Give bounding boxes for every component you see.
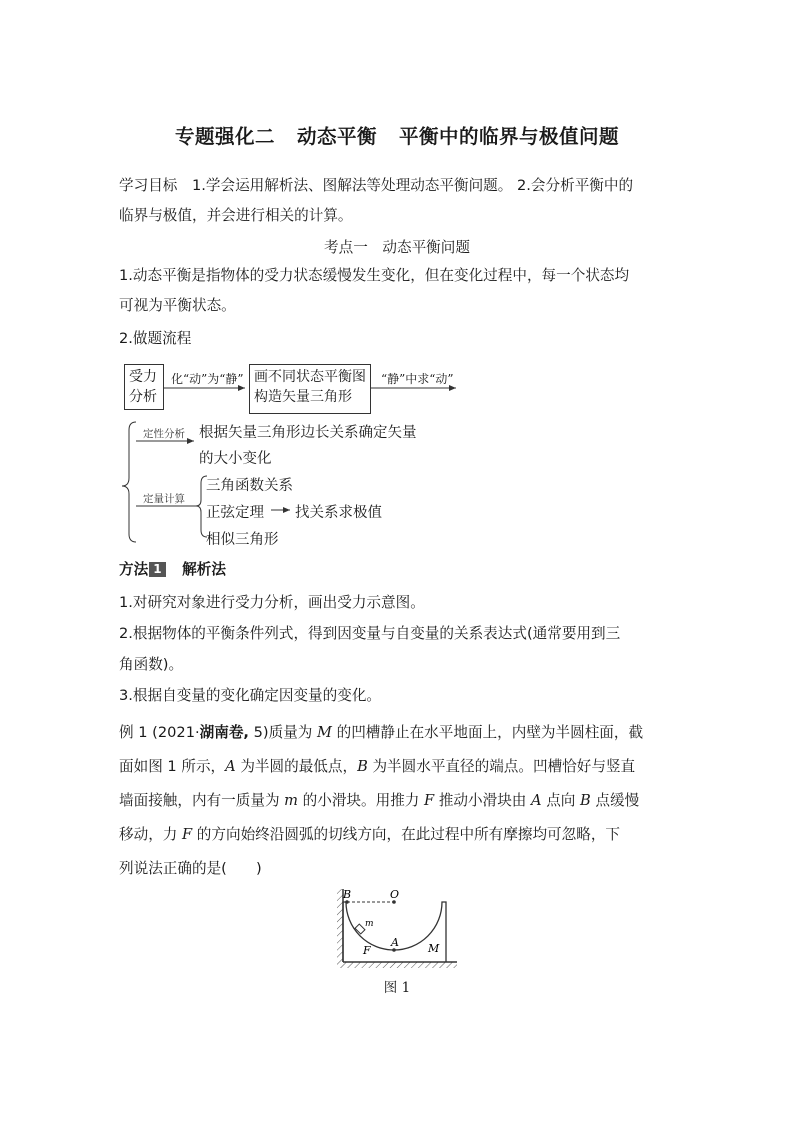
example-line-1: 例 1 (2021·湖南卷, 5)质量为 M 的凹槽静止在水平地面上，内壁为半圆柱面，截 [119, 724, 644, 741]
step-3: 3.根据自变量的变化确定因变量的变化。 [119, 687, 382, 704]
arrow-2-label: “静”中求“动” [381, 372, 454, 386]
label-O: O [390, 888, 400, 901]
method-badge: 1 [149, 562, 165, 577]
figure-caption: 图 1 [383, 980, 411, 996]
title-part-3: 平衡中的临界与极值问题 [399, 125, 620, 148]
method-heading: 方法 1 解析法 [119, 561, 226, 578]
example-line-4: 移动，力 F 的方向始终沿圆弧的切线方向，在此过程中所有摩擦均可忽略，下 [119, 826, 621, 843]
ground-hatching [337, 962, 457, 968]
title-part-1: 专题强化二 [174, 125, 275, 148]
label-F: F [363, 944, 371, 957]
flow-box-force-analysis: 受力 分析 [124, 364, 164, 410]
title-part-2: 动态平衡 [296, 125, 377, 148]
branch-1-text: 根据矢量三角形边长关系确定矢量 的大小变化 [199, 425, 417, 467]
point-1-line-2: 可视为平衡状态。 [119, 297, 236, 314]
step-2-line-1: 2.根据物体的平衡条件列式，得到因变量与自变量的关系表达式(通常要用到三 [119, 625, 621, 642]
label-M: M [428, 942, 440, 955]
branch-2-items: 三角函数关系 正弦定理 相似三角形 [206, 478, 293, 548]
flow-box-draw-diagram: 画不同状态平衡图 构造矢量三角形 [249, 364, 371, 414]
arrow-1-label: 化“动”为“静” [171, 372, 244, 386]
objectives-line-1: 学习目标 1.学会运用解析法、图解法等处理动态平衡问题。 2.会分析平衡中的 [119, 177, 634, 194]
label-B: B [343, 888, 352, 901]
example-line-3: 墙面接触，内有一质量为 m 的小滑块。用推力 F 推动小滑块由 A 点向 B 点缓慢 [119, 792, 640, 809]
section-heading: 考点一 动态平衡问题 [324, 239, 470, 256]
objectives-line-2: 临界与极值，并会进行相关的计算。 [119, 207, 353, 224]
label-m: m [365, 919, 374, 929]
point-2: 2.做题流程 [119, 330, 192, 347]
step-1: 1.对研究对象进行受力分析，画出受力示意图。 [119, 594, 425, 611]
result-text: 找关系求极值 [295, 505, 382, 521]
branch-2-label: 定量计算 [143, 493, 185, 505]
label-A: A [391, 936, 399, 949]
example-line-2: 面如图 1 所示，A 为半圆的最低点，B 为半圆水平直径的端点。凹槽恰好与竖直 [119, 758, 636, 775]
step-2-line-2: 角函数)。 [119, 656, 184, 673]
point-1-line-1: 1.动态平衡是指物体的受力状态缓慢发生变化，但在变化过程中，每一个状态均 [119, 267, 630, 284]
branch-1-label: 定性分析 [143, 428, 185, 440]
example-line-5: 列说法正确的是( ) [119, 860, 262, 877]
